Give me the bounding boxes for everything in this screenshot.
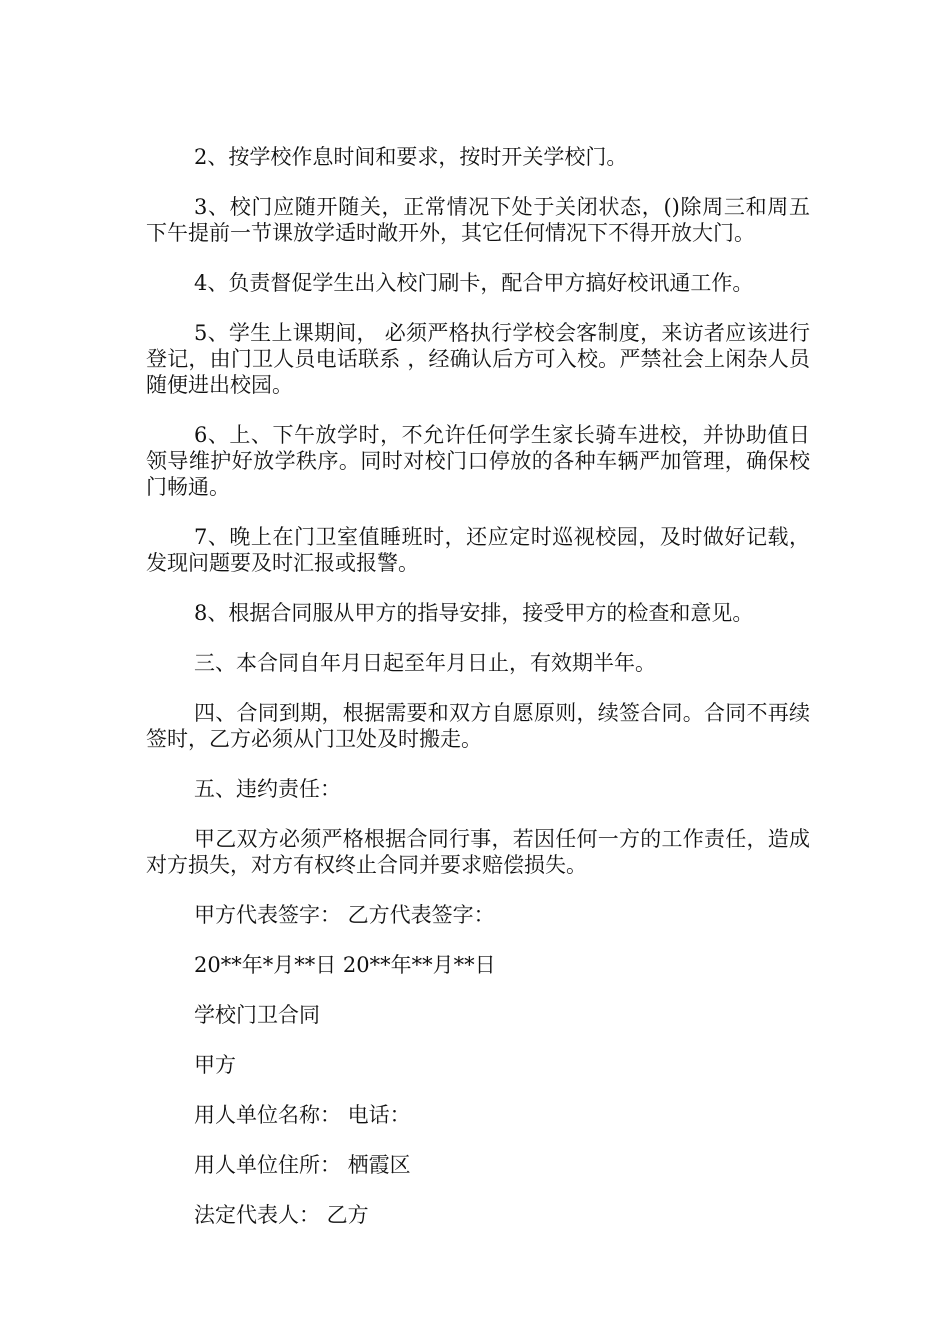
clause-6: 6、上、下午放学时，不允许任何学生家长骑车进校，并协助值日领导维护好放学秩序。同时对校门口停放的各种车辆严加管理，确保校门畅通。	[146, 423, 810, 499]
clause-2: 2、按学校作息时间和要求，按时开关学校门。	[194, 145, 628, 169]
section-term: 三、本合同自年月日起至年月日止，有效期半年。	[194, 651, 656, 675]
clause-7: 7、晚上在门卫室值睡班时，还应定时巡视校园，及时做好记载，发现问题要及时汇报或报警。	[146, 525, 810, 575]
document-body	[146, 144, 810, 1252]
employer-address-line: 用人单位住所： 栖霞区	[194, 1153, 411, 1177]
section-renewal: 四、合同到期，根据需要和双方自愿原则，续签合同。合同不再续签时，乙方必须从门卫处及时搬走。	[146, 701, 810, 751]
signature-line: 甲方代表签字： 乙方代表签字：	[194, 903, 495, 927]
legal-rep-line: 法定代表人： 乙方	[194, 1203, 369, 1227]
date-line: 20**年*月**日 20**年**月**日	[194, 953, 496, 977]
employer-name-line: 用人单位名称： 电话：	[194, 1103, 411, 1127]
section-breach-text: 甲乙双方必须严格根据合同行事，若因任何一方的工作责任，造成对方损失，对方有权终止合同并要求赔偿损失。	[146, 827, 810, 877]
clause-8: 8、根据合同服从甲方的指导安排，接受甲方的检查和意见。	[194, 601, 754, 625]
contract-title: 学校门卫合同	[194, 1003, 320, 1027]
clause-4: 4、负责督促学生出入校门刷卡，配合甲方搞好校讯通工作。	[194, 271, 754, 295]
clause-3: 3、校门应随开随关，正常情况下处于关闭状态，()除周三和周五下午提前一节课放学适时敞开外，其它任何情况下不得开放大门。	[146, 195, 810, 245]
clause-5: 5、学生上课期间， 必须严格执行学校会客制度，来访者应该进行登记，由门卫人员电话联系 ，经确认后方可入校。严禁社会上闲杂人员随便进出校园。	[146, 321, 810, 397]
party-a-label: 甲方	[194, 1053, 236, 1077]
section-breach-heading: 五、违约责任：	[194, 777, 341, 801]
